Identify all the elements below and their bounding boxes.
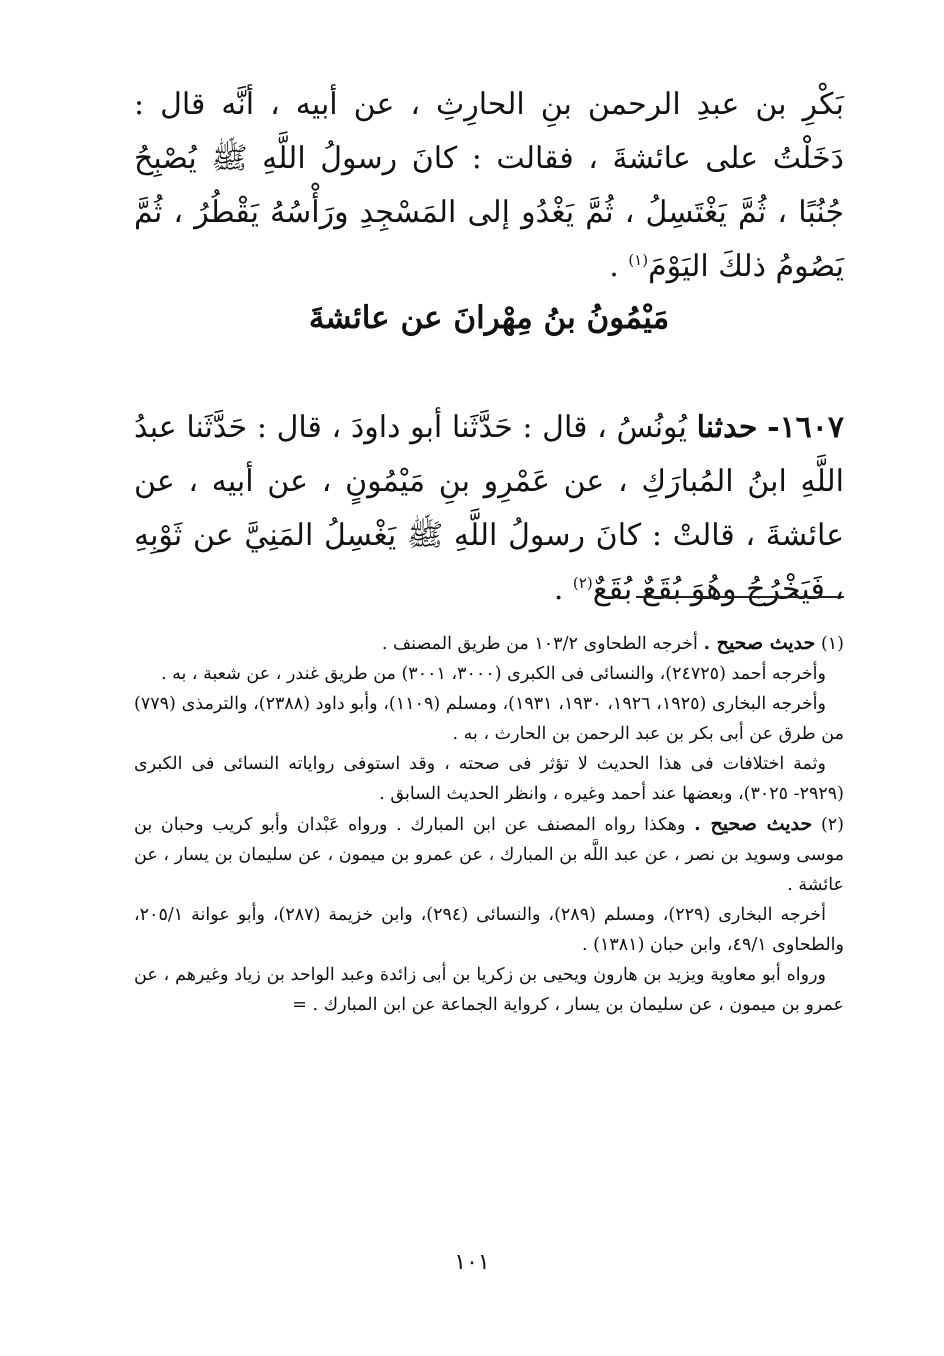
paragraph-end: .	[553, 572, 573, 607]
footnotes-section	[134, 628, 844, 1020]
paragraph-text: يُونُسُ ، قال : حَدَّثَنا أبو داودَ ، قال : حَدَّثَنا عبدُ اللَّهِ ابنُ المُبارَكِ ، عن عَمْرِو بنِ مَيْمُونٍ ، عن أبيه ، عن عائشةَ ، قالتْ : كانَ رسولُ اللَّهِ ﷺ يَغْسِلُ المَنِيَّ عن ثَوْبِهِ ، فَيَخْرُجُ وهُوَ بُقَعٌ بُقَعٌ	[134, 410, 844, 607]
footnote-reference-1[interactable]: (١)	[628, 251, 649, 269]
footnote-1-paragraph	[134, 689, 844, 749]
footnote-text: أخرجه الطحاوى ١٠٣/٢ من طريق المصنف .	[381, 634, 698, 654]
footnote-2	[134, 809, 844, 900]
hadith-number: ١٦٠٧-	[767, 410, 845, 445]
footnote-1-paragraph	[134, 749, 844, 809]
hadith-paragraph-continued	[134, 78, 844, 294]
footnote-1	[134, 628, 844, 659]
footnote-text: ورواه أبو معاوية ويزيد بن هارون ويحيى بن زكريا بن أبى زائدة وعبد الواحد بن زياد وغيرهم ، عن عمرو بن ميمون ، عن سليمان بن يسار ، كرواية الجماعة عن ابن المبارك .	[134, 965, 844, 1015]
footnote-text: أخرجه البخارى (٢٢٩)، ومسلم (٢٨٩)، والنسائى (٢٩٤)، وابن خزيمة (٢٨٧)، وأبو عوانة ٢٠٥/١، والطحاوى ٤٩/١، وابن حبان (١٣٨١) .	[134, 905, 844, 955]
footnote-text: وهكذا رواه المصنف عن ابن المبارك . ورواه عَبْدان وأبو كريب وحبان بن موسى وسويد بن نصر ، عن عبد اللَّه بن المبارك ، عن عمرو بن ميمون ، عن سليمان بن يسار ، عن عائشة .	[134, 815, 844, 895]
footnote-text: وثمة اختلافات فى هذا الحديث لا تؤثر فى صحته ، وقد استوفى رواياته النسائى فى الكبرى (٢٩٢٩- ٣٠٢٥)، وبعضها عند أحمد وغيره ، وانظر الحديث السابق .	[134, 754, 844, 804]
hadith-lead-word: حدثنا	[696, 410, 758, 445]
footnote-1-paragraph	[134, 659, 844, 689]
footnote-reference-2[interactable]: (٢)	[572, 574, 593, 592]
footnote-verdict: حديث صحيح .	[703, 632, 816, 654]
footnote-2-paragraph	[134, 900, 844, 960]
footnote-text: وأخرجه أحمد (٢٤٧٢٥)، والنسائى فى الكبرى (٣٠٠٠، ٣٠٠١) من طريق غندر ، عن شعبة ، به .	[160, 664, 826, 684]
footnote-label: (٢)	[820, 815, 844, 835]
paragraph-end: .	[609, 249, 629, 284]
hadith-paragraph-1607	[134, 401, 844, 617]
continuation-mark: =	[292, 995, 307, 1015]
footnote-text: وأخرجه البخارى (١٩٢٥، ١٩٢٦، ١٩٣٠، ١٩٣١)، ومسلم (١١٠٩)، وأبو داود (٢٣٨٨)، والترمذى (٧٧٩) من طرق عن أبى بكر بن عبد الرحمن بن الحارث ، به .	[134, 694, 844, 744]
footnote-label: (١)	[820, 634, 844, 654]
section-heading: مَيْمُونُ بنُ مِهْرانَ عن عائشةَ	[308, 300, 670, 336]
footnote-2-paragraph	[134, 960, 844, 1020]
page-number: ١٠١	[454, 1250, 490, 1275]
footnote-divider	[636, 596, 844, 598]
footnote-verdict: حديث صحيح .	[694, 813, 813, 835]
paragraph-text: بَكْرِ بن عبدِ الرحمن بنِ الحارِثِ ، عن أبيه ، أنَّه قال : دَخَلْتُ على عائشةَ ، فقالت : كانَ رسولُ اللَّهِ ﷺ يُصْبِحُ جُنُبًا ، ثُمَّ يَغْتَسِلُ ، ثُمَّ يَغْدُو إلى المَسْجِدِ ورَأْسُهُ يَقْطُرُ ، ثُمَّ يَصُومُ ذلكَ اليَوْمَ	[134, 87, 844, 284]
